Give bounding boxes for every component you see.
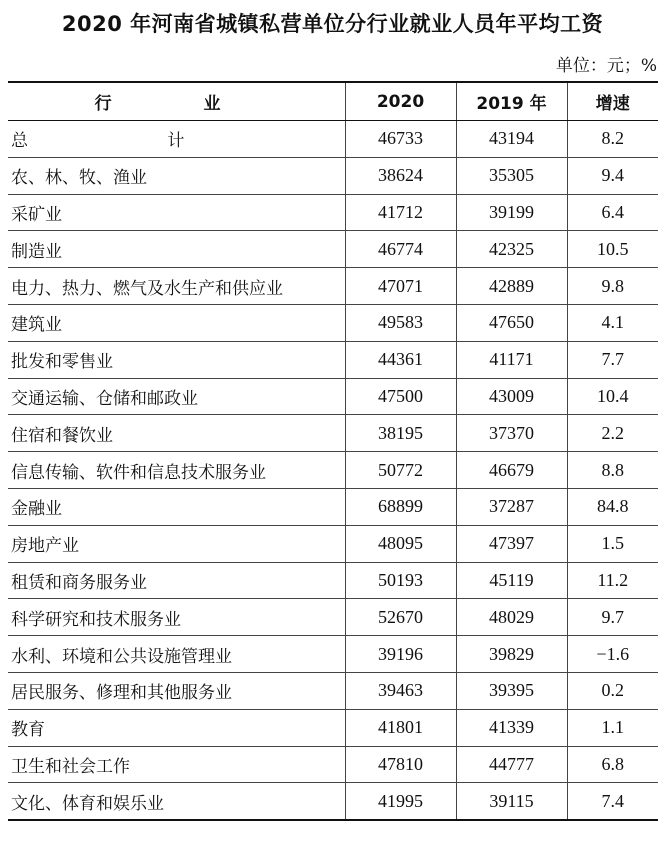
industry-cell: 水利、环境和公共设施管理业 [8, 636, 345, 673]
value-2019-cell: 47397 [456, 525, 567, 562]
industry-cell: 信息传输、软件和信息技术服务业 [8, 452, 345, 489]
industry-cell: 采矿业 [8, 194, 345, 231]
growth-cell: 84.8 [567, 488, 658, 525]
growth-cell: 7.7 [567, 341, 658, 378]
value-2019-cell: 48029 [456, 599, 567, 636]
table-row [8, 157, 658, 194]
value-2019-cell: 37370 [456, 415, 567, 452]
industry-cell: 教育 [8, 709, 345, 746]
value-2019-cell: 47650 [456, 304, 567, 341]
growth-cell: 9.4 [567, 157, 658, 194]
industry-cell: 农、林、牧、渔业 [8, 157, 345, 194]
industry-cell: 房地产业 [8, 525, 345, 562]
table-body [8, 121, 658, 821]
growth-cell: 9.7 [567, 599, 658, 636]
value-2019-cell: 42889 [456, 268, 567, 305]
growth-cell: 1.1 [567, 709, 658, 746]
growth-cell: 0.2 [567, 672, 658, 709]
value-2020-cell: 49583 [345, 304, 456, 341]
table-row [8, 341, 658, 378]
value-2020-cell: 46733 [345, 121, 456, 158]
growth-cell: 4.1 [567, 304, 658, 341]
growth-cell: 1.5 [567, 525, 658, 562]
growth-cell: −1.6 [567, 636, 658, 673]
industry-cell: 科学研究和技术服务业 [8, 599, 345, 636]
header-industry: 行 业 [8, 82, 345, 121]
table-row [8, 194, 658, 231]
value-2019-cell: 41171 [456, 341, 567, 378]
table-row [8, 709, 658, 746]
industry-cell: 批发和零售业 [8, 341, 345, 378]
value-2019-cell: 45119 [456, 562, 567, 599]
table-row [8, 415, 658, 452]
growth-cell: 6.8 [567, 746, 658, 783]
value-2019-cell: 39395 [456, 672, 567, 709]
table-row [8, 452, 658, 489]
industry-cell: 文化、体育和娱乐业 [11, 793, 164, 814]
header-growth: 增速 [567, 82, 658, 121]
value-2020-cell: 50772 [345, 452, 456, 489]
industry-cell: 制造业 [8, 231, 345, 268]
industry-cell: 租赁和商务服务业 [8, 562, 345, 599]
industry-cell: 卫生和社会工作 [8, 746, 345, 783]
value-2020-cell: 47810 [345, 746, 456, 783]
growth-cell: 9.8 [567, 268, 658, 305]
growth-cell: 10.4 [567, 378, 658, 415]
unit-note: 单位：元；% [555, 56, 657, 76]
wage-table [8, 81, 658, 821]
growth-cell: 11.2 [567, 562, 658, 599]
value-2020-cell: 46774 [345, 231, 456, 268]
value-2020-cell: 44361 [345, 341, 456, 378]
value-2019-cell: 41339 [456, 709, 567, 746]
table-row [8, 525, 658, 562]
table-row [8, 231, 658, 268]
table-row [8, 599, 658, 636]
value-2019-cell: 39115 [456, 783, 567, 820]
value-2019-cell: 37287 [456, 488, 567, 525]
value-2020-cell: 38195 [345, 415, 456, 452]
value-2019-cell: 46679 [456, 452, 567, 489]
value-2020-cell: 47500 [345, 378, 456, 415]
table-row [8, 672, 658, 709]
value-2019-cell: 43009 [456, 378, 567, 415]
industry-cell: 金融业 [8, 488, 345, 525]
value-2020-cell: 38624 [345, 157, 456, 194]
growth-cell: 8.8 [567, 452, 658, 489]
value-2019-cell: 35305 [456, 157, 567, 194]
industry-cell: 住宿和餐饮业 [8, 415, 345, 452]
value-2019-cell: 39199 [456, 194, 567, 231]
industry-cell: 居民服务、修理和其他服务业 [8, 672, 345, 709]
value-2020-cell: 41995 [345, 783, 456, 820]
growth-cell: 6.4 [567, 194, 658, 231]
value-2020-cell: 39463 [345, 672, 456, 709]
industry-cell: 交通运输、仓储和邮政业 [8, 378, 345, 415]
table-row [8, 304, 658, 341]
table-row [8, 268, 658, 305]
table-row [8, 562, 658, 599]
table-header-row [8, 82, 658, 121]
value-2019-cell: 42325 [456, 231, 567, 268]
table-row [8, 121, 658, 158]
table-row [8, 636, 658, 673]
value-2020-cell: 52670 [345, 599, 456, 636]
value-2020-cell: 68899 [345, 488, 456, 525]
value-2020-cell: 48095 [345, 525, 456, 562]
value-2020-cell: 47071 [345, 268, 456, 305]
growth-cell: 7.4 [567, 783, 658, 820]
header-2020: 2020 [345, 82, 456, 121]
value-2020-cell: 50193 [345, 562, 456, 599]
industry-cell: 电力、热力、燃气及水生产和供应业 [8, 268, 345, 305]
table-row [8, 783, 658, 820]
value-2019-cell: 43194 [456, 121, 567, 158]
table-row [8, 378, 658, 415]
value-2020-cell: 41801 [345, 709, 456, 746]
industry-cell: 建筑业 [8, 304, 345, 341]
growth-cell: 10.5 [567, 231, 658, 268]
header-2019: 2019 年 [456, 82, 567, 121]
table-row [8, 746, 658, 783]
table-row [8, 488, 658, 525]
growth-cell: 8.2 [567, 121, 658, 158]
page-title: 2020 年河南省城镇私营单位分行业就业人员年平均工资 [61, 12, 604, 36]
industry-cell: 总 计 [8, 121, 345, 158]
growth-cell: 2.2 [567, 415, 658, 452]
value-2020-cell: 41712 [345, 194, 456, 231]
value-2020-cell: 39196 [345, 636, 456, 673]
value-2019-cell: 39829 [456, 636, 567, 673]
value-2019-cell: 44777 [456, 746, 567, 783]
